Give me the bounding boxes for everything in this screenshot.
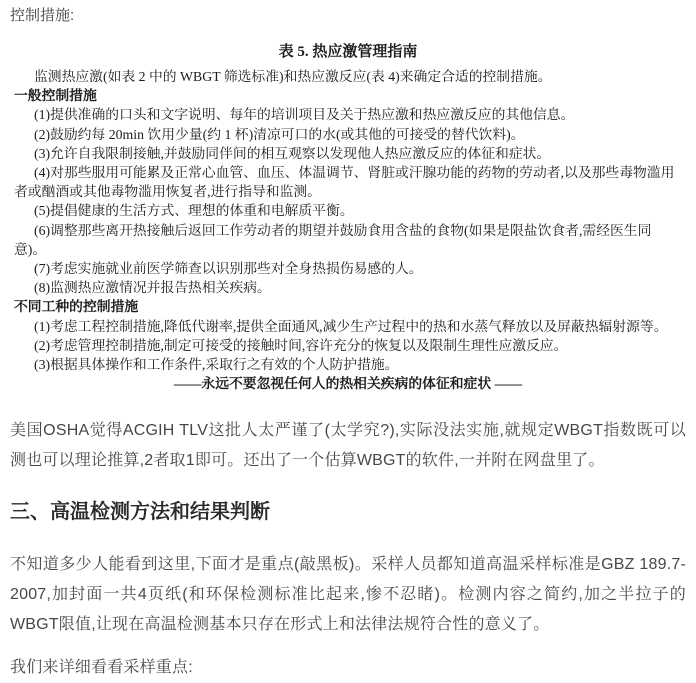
job-control-item: (2)考虑管理控制措施,制定可接受的接触时间,容许充分的恢复以及限制生理性应激反应。: [34, 337, 568, 353]
table-footer-motto: ——永远不要忽视任何人的热相关疾病的体征和症状 ——: [173, 376, 523, 392]
general-control-item: (8)监测热应激情况并报告热相关疾病。: [34, 280, 271, 296]
paragraph-osha-wbgt: 美国OSHA觉得ACGIH TLV这批人太严谨了(太学究?),实际没法实施,就规定WBGT指数既可以测也可以理论推算,2者取1即可。还出了一个估算WBGT的软件,一并附在网盘里了。: [10, 422, 686, 470]
general-control-item: (2)鼓励约每 20min 饮用少量(约 1 杯)清凉可口的水(或其他的可接受的替代饮料)。: [34, 126, 525, 142]
general-control-item: (3)允许自我限制接触,并鼓励同伴间的相互观察以发现他人热应激反应的体征和症状。: [34, 145, 551, 161]
paragraph-sampling-lead: 我们来详细看看采样重点:: [10, 659, 193, 677]
general-control-item: (4)对那些服用可能累及正常心血管、血压、体温调节、肾脏或汗腺功能的药物的劳动者,以及那些毒物滥用者或酗酒或其他毒物滥用恢复者,进行指导和监测。: [14, 165, 675, 200]
general-control-item: (6)调整那些离开热接触后返回工作劳动者的期望并鼓励食用含盐的食物(如果是限盐饮食者,需经医生同意)。: [14, 222, 652, 257]
table-lead-text: 监测热应激(如表 2 中的 WBGT 筛选标准)和热应激反应(表 4)来确定合适的控制措施。: [34, 69, 552, 84]
table5-scan-image: [14, 40, 682, 393]
general-control-item: (7)考虑实施就业前医学筛查以识别那些对全身热损伤易感的人。: [34, 261, 423, 277]
intro-label: 控制措施:: [10, 7, 75, 24]
job-specific-controls-heading: 不同工种的控制措施: [14, 299, 139, 315]
general-control-item: (1)提供准确的口头和文字说明、每年的培训项目及关于热应激和热应激反应的其他信息。: [34, 107, 575, 123]
paragraph-gbz-standard: 不知道多少人能看到这里,下面才是重点(敲黑板)。采样人员都知道高温采样标准是GBZ 189.7-2007,加封面一共4页纸(和环保检测标准比起来,惨不忍睹)。检测内容之简约,加之半拉子的WBGT限值,让现在高温检测基本只存在形式上和法律法规符合性的意义了。: [10, 556, 686, 634]
general-controls-heading: 一般控制措施: [14, 88, 97, 104]
general-control-item: (5)提倡健康的生活方式、理想的体重和电解质平衡。: [34, 203, 354, 219]
job-control-item: (1)考虑工程控制措施,降低代谢率,提供全面通风,减少生产过程中的热和水蒸气释放以及屏蔽热辐射源等。: [34, 318, 668, 334]
section-heading-detection-methods: 三、高温检测方法和结果判断: [10, 501, 270, 524]
job-control-item: (3)根据具体操作和工作条件,采取行之有效的个人防护措施。: [34, 357, 399, 373]
table-title: 表 5. 热应激管理指南: [278, 44, 418, 60]
